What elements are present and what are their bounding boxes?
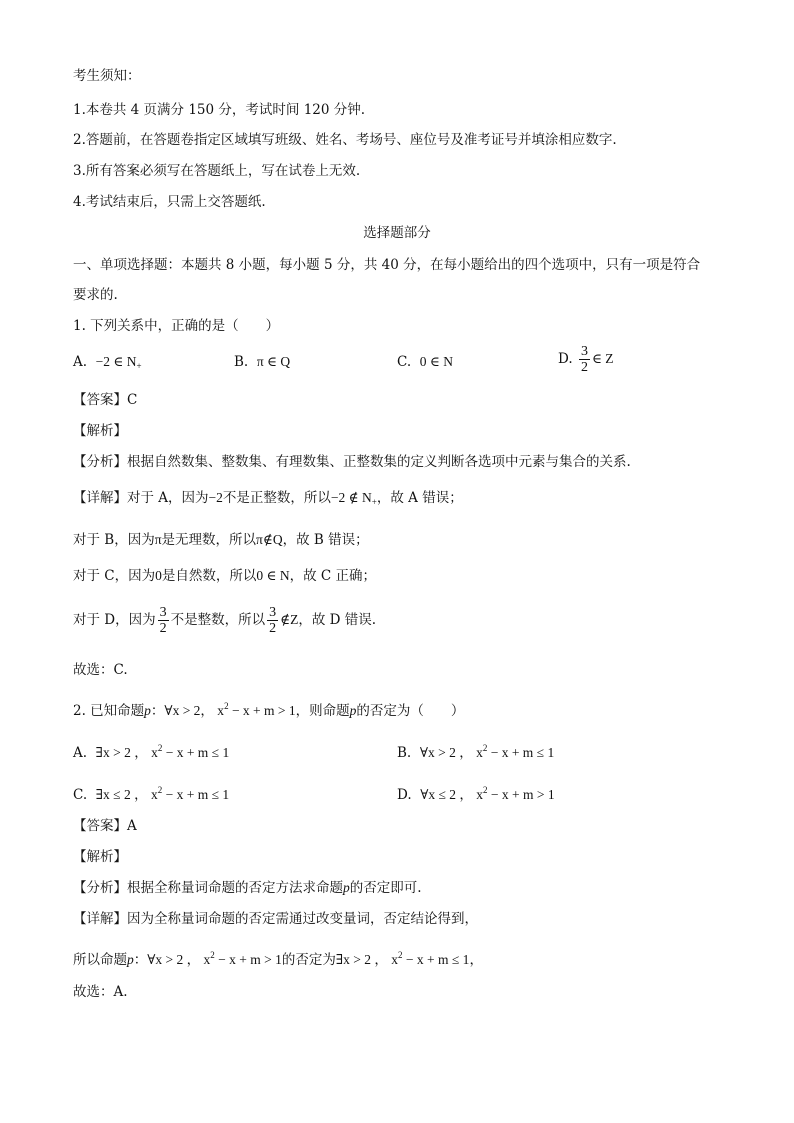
- option-label: C.: [73, 787, 88, 803]
- q2-fenxi: 【分析】根据全称量词命题的否定方法求命题p的否定即可.: [73, 880, 422, 896]
- option-label: C.: [397, 354, 412, 370]
- answer-value: A: [127, 818, 137, 834]
- option-math: π ∈ Q: [256, 354, 291, 369]
- q2-answer: [73, 816, 137, 836]
- q2-stem: 2. 已知命题p：∀x > 2， $x^2 - x + m > 1$，则命题p的否定为（ ）: [73, 701, 465, 719]
- option-label: A.: [73, 745, 88, 761]
- q1-option-b: [234, 352, 290, 372]
- fraction: $\frac{3}{2}$: [269, 605, 277, 636]
- q1-detail-d: 对于 D，因为 $\frac{3}{2}$ 不是整数，所以 $\frac{3}{2}$ ∉Z，故 D 错误.: [73, 605, 377, 636]
- fenxi-label: 【分析】: [73, 454, 127, 470]
- q2-option-a: A. ∃x > 2 ， $x^2 - x + m \le 1$: [73, 743, 230, 761]
- fraction: $\frac{3}{2}$: [580, 344, 588, 375]
- q2-choose: 故选：A.: [73, 984, 128, 1000]
- q1-detail-b: 对于 B，因为π是无理数，所以π∉Q，故 B 错误；: [73, 532, 369, 548]
- answer-label: 【答案】: [73, 818, 127, 834]
- q2-option-d: D. ∀x ≤ 2 ， $x^2 - x + m > 1$: [397, 785, 555, 803]
- notice-item-2: 2.答题前，在答题卷指定区域填写班级、姓名、考场号、座位号及准考证号并填涂相应数字.: [73, 132, 617, 148]
- q1-analysis-label: 【解析】: [73, 423, 127, 439]
- subscript: +: [136, 361, 142, 371]
- answer-value: C: [127, 392, 138, 408]
- q1-option-a: [73, 352, 142, 376]
- option-math: 0 ∈ N: [419, 354, 453, 369]
- q1-option-c: [397, 352, 453, 372]
- part1-heading-cont: 要求的.: [73, 287, 118, 303]
- option-math: −2 ∈ N: [95, 354, 137, 369]
- q1-choose: 故选：C.: [73, 662, 128, 678]
- fenxi-text: 根据自然数集、整数集、有理数集、正整数集的定义判断各选项中元素与集合的关系.: [127, 454, 631, 470]
- section-title: 选择题部分: [363, 225, 431, 241]
- option-math: ∈ Z: [591, 351, 614, 366]
- notice-item-1: 1.本卷共 4 页满分 150 分，考试时间 120 分钟.: [73, 102, 366, 118]
- q2-xiangjie: 【详解】因为全称量词命题的否定需通过改变量词，否定结论得到，: [73, 911, 478, 927]
- option-label: D.: [558, 351, 573, 367]
- notice-item-4: 4.考试结束后，只需上交答题纸.: [73, 194, 266, 210]
- q2-analysis-label: 【解析】: [73, 849, 127, 865]
- answer-label: 【答案】: [73, 392, 127, 408]
- xiangjie-label: 【详解】: [73, 490, 127, 506]
- q1-detail-c: 对于 C，因为0是自然数，所以0 ∈ N，故 C 正确；: [73, 568, 377, 584]
- q2-option-c: C. ∃x ≤ 2 ， $x^2 - x + m \le 1$: [73, 785, 230, 803]
- q2-conclusion: 所以命题p：∀x > 2 ， $x^2 - x + m > 1$的否定为∃x > 2 ， $x^2 - x + m \le 1$，: [73, 950, 483, 968]
- fraction: $\frac{3}{2}$: [159, 605, 167, 636]
- option-label: B.: [397, 745, 412, 761]
- xiangjie-label: 【详解】: [73, 911, 127, 927]
- q1-detail-a: 【详解】对于 A，因为−2不是正整数，所以−2 ∉ $N_+$，故 A 错误；: [73, 490, 463, 507]
- q1-stem: 1. 下列关系中，正确的是（ ）: [73, 318, 280, 334]
- option-label: D.: [397, 787, 412, 803]
- q1-answer: [73, 390, 137, 410]
- q1-option-d: [558, 344, 614, 375]
- notice-title: 考生须知：: [73, 68, 141, 84]
- fenxi-label: 【分析】: [73, 880, 127, 896]
- q2-option-b: B. ∀x > 2 ， $x^2 - x + m \le 1$: [397, 743, 555, 761]
- part1-heading: 一、单项选择题：本题共 8 小题，每小题 5 分，共 40 分，在每小题给出的四个选项中，只有一项是符合: [73, 257, 701, 273]
- option-label: B.: [234, 354, 249, 370]
- notice-item-3: 3.所有答案必须写在答题纸上，写在试卷上无效.: [73, 163, 361, 179]
- option-label: A.: [73, 354, 88, 370]
- q1-fenxi: [73, 452, 631, 472]
